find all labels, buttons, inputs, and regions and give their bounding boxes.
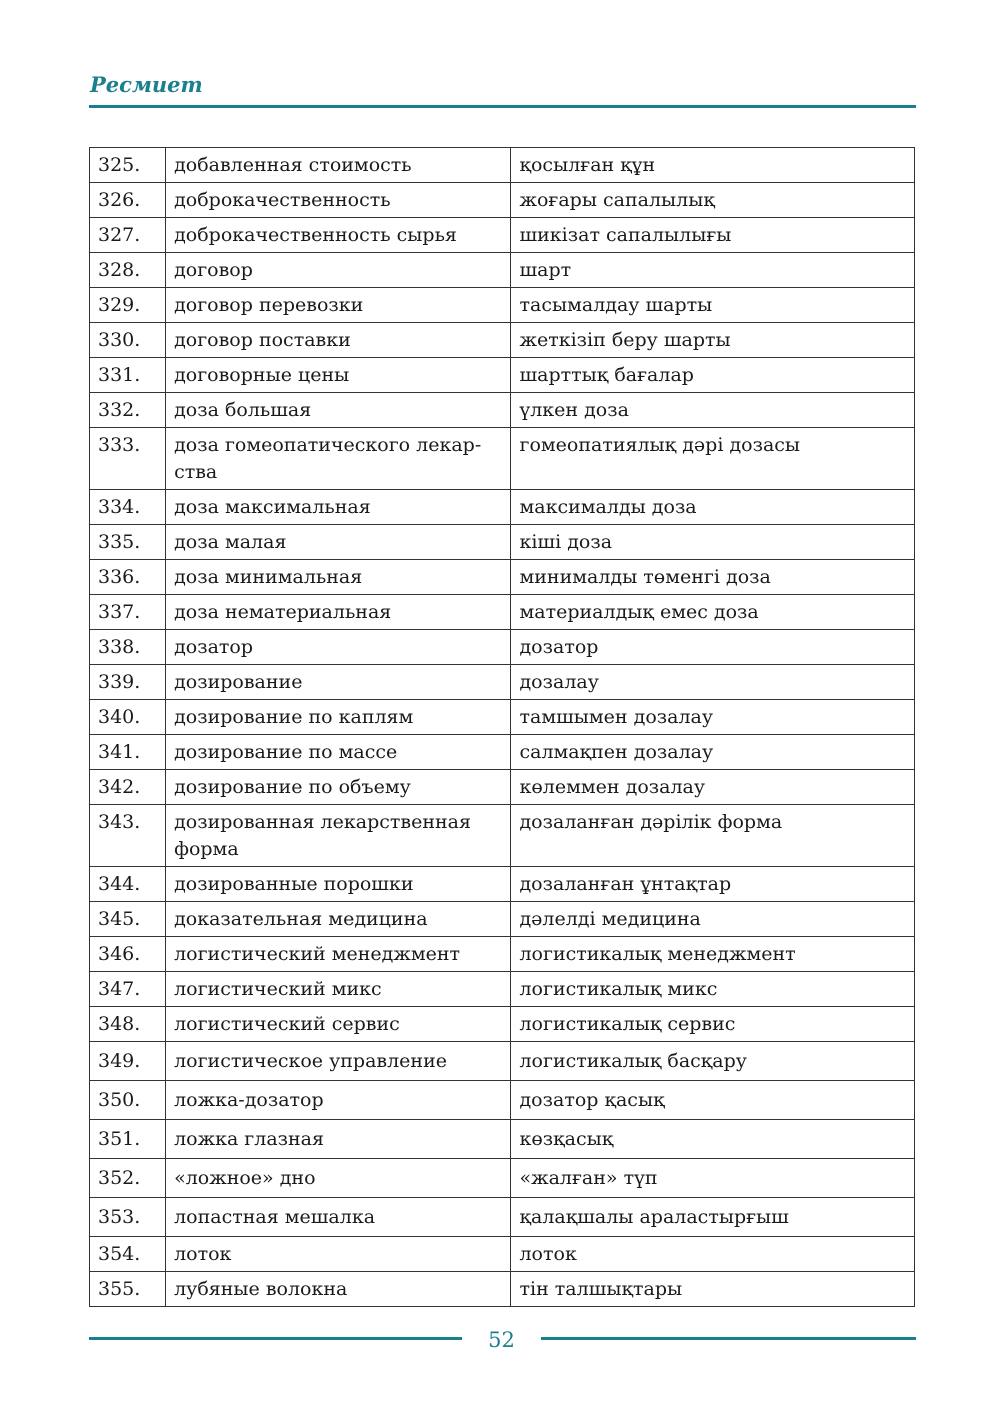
table-row <box>90 1159 915 1198</box>
table-row <box>90 1198 915 1237</box>
entry-number: 339. <box>90 665 166 700</box>
kazakh-term: «жалған» түп <box>511 1159 915 1198</box>
kazakh-term: шикізат сапалылығы <box>511 218 915 253</box>
table-row <box>90 1081 915 1120</box>
russian-term: логистическое управление <box>166 1042 511 1081</box>
russian-term: доброкачественность сырья <box>166 218 511 253</box>
kazakh-term: қалақшалы араластырғыш <box>511 1198 915 1237</box>
russian-term: дозированная лекарственная форма <box>166 805 511 867</box>
table-row <box>90 323 915 358</box>
table-row <box>90 490 915 525</box>
table-row <box>90 700 915 735</box>
russian-term: договор <box>166 253 511 288</box>
russian-term: ложка-дозатор <box>166 1081 511 1120</box>
russian-term: ложка глазная <box>166 1120 511 1159</box>
entry-number: 350. <box>90 1081 166 1120</box>
entry-number: 341. <box>90 735 166 770</box>
kazakh-term: дәлелді медицина <box>511 902 915 937</box>
entry-number: 332. <box>90 393 166 428</box>
table-row <box>90 253 915 288</box>
table-row <box>90 1042 915 1081</box>
table-row <box>90 428 915 490</box>
kazakh-term: жоғары сапалылық <box>511 183 915 218</box>
table-row <box>90 358 915 393</box>
russian-term: логистический менеджмент <box>166 937 511 972</box>
table-row <box>90 770 915 805</box>
entry-number: 335. <box>90 525 166 560</box>
table-row <box>90 148 915 183</box>
russian-term: договорные цены <box>166 358 511 393</box>
russian-term: доза нематериальная <box>166 595 511 630</box>
kazakh-term: гомеопатиялық дәрі дозасы <box>511 428 915 490</box>
kazakh-term: дозалау <box>511 665 915 700</box>
russian-term: доза минимальная <box>166 560 511 595</box>
entry-number: 326. <box>90 183 166 218</box>
kazakh-term: шарт <box>511 253 915 288</box>
russian-term: договор перевозки <box>166 288 511 323</box>
entry-number: 334. <box>90 490 166 525</box>
kazakh-term: үлкен доза <box>511 393 915 428</box>
entry-number: 337. <box>90 595 166 630</box>
russian-term: доза большая <box>166 393 511 428</box>
table-row <box>90 1007 915 1042</box>
russian-term: лубяные волокна <box>166 1272 511 1307</box>
kazakh-term: логистикалық микс <box>511 972 915 1007</box>
entry-number: 346. <box>90 937 166 972</box>
kazakh-term: салмақпен дозалау <box>511 735 915 770</box>
table-row <box>90 560 915 595</box>
entry-number: 336. <box>90 560 166 595</box>
kazakh-term: дозатор <box>511 630 915 665</box>
header-divider <box>89 105 916 108</box>
table-row <box>90 902 915 937</box>
entry-number: 327. <box>90 218 166 253</box>
russian-term: лопастная мешалка <box>166 1198 511 1237</box>
russian-term: дозатор <box>166 630 511 665</box>
kazakh-term: максималды доза <box>511 490 915 525</box>
russian-term: доза максимальная <box>166 490 511 525</box>
entry-number: 329. <box>90 288 166 323</box>
kazakh-term: тасымалдау шарты <box>511 288 915 323</box>
kazakh-term: тамшымен дозалау <box>511 700 915 735</box>
table-row <box>90 595 915 630</box>
kazakh-term: логистикалық басқару <box>511 1042 915 1081</box>
russian-term: добавленная стоимость <box>166 148 511 183</box>
running-header-title: Ресмиет <box>90 72 203 97</box>
footer-divider-right <box>541 1337 916 1340</box>
russian-term: доза малая <box>166 525 511 560</box>
terminology-table-body <box>90 148 915 1307</box>
table-row <box>90 867 915 902</box>
russian-term: доказательная медицина <box>166 902 511 937</box>
kazakh-term: логистикалық менеджмент <box>511 937 915 972</box>
russian-term: «ложное» дно <box>166 1159 511 1198</box>
entry-number: 331. <box>90 358 166 393</box>
table-row <box>90 393 915 428</box>
entry-number: 344. <box>90 867 166 902</box>
table-row <box>90 805 915 867</box>
entry-number: 333. <box>90 428 166 490</box>
entry-number: 325. <box>90 148 166 183</box>
russian-term: логистический микс <box>166 972 511 1007</box>
entry-number: 353. <box>90 1198 166 1237</box>
entry-number: 338. <box>90 630 166 665</box>
entry-number: 355. <box>90 1272 166 1307</box>
entry-number: 342. <box>90 770 166 805</box>
entry-number: 352. <box>90 1159 166 1198</box>
kazakh-term: жеткізіп беру шарты <box>511 323 915 358</box>
kazakh-term: минималды төменгі доза <box>511 560 915 595</box>
table-row <box>90 288 915 323</box>
table-row <box>90 937 915 972</box>
kazakh-term: көлеммен дозалау <box>511 770 915 805</box>
russian-term: лоток <box>166 1237 511 1272</box>
entry-number: 345. <box>90 902 166 937</box>
kazakh-term: дозаланған ұнтақтар <box>511 867 915 902</box>
russian-term: доза гомеопатического лекар- ства <box>166 428 511 490</box>
entry-number: 340. <box>90 700 166 735</box>
russian-term: дозирование по каплям <box>166 700 511 735</box>
russian-term: договор поставки <box>166 323 511 358</box>
table-row <box>90 665 915 700</box>
table-row <box>90 525 915 560</box>
terminology-table <box>89 147 915 1307</box>
entry-number: 347. <box>90 972 166 1007</box>
entry-number: 330. <box>90 323 166 358</box>
table-row <box>90 735 915 770</box>
russian-term: дозирование <box>166 665 511 700</box>
table-row <box>90 218 915 253</box>
kazakh-term: дозатор қасық <box>511 1081 915 1120</box>
table-row <box>90 1120 915 1159</box>
entry-number: 348. <box>90 1007 166 1042</box>
kazakh-term: логистикалық сервис <box>511 1007 915 1042</box>
table-row <box>90 630 915 665</box>
kazakh-term: шарттық бағалар <box>511 358 915 393</box>
russian-term: доброкачественность <box>166 183 511 218</box>
entry-number: 343. <box>90 805 166 867</box>
kazakh-term: көзқасық <box>511 1120 915 1159</box>
footer-divider-left <box>89 1337 462 1340</box>
kazakh-term: тін талшықтары <box>511 1272 915 1307</box>
russian-term: логистический сервис <box>166 1007 511 1042</box>
kazakh-term: лоток <box>511 1237 915 1272</box>
table-row <box>90 972 915 1007</box>
entry-number: 351. <box>90 1120 166 1159</box>
page-number: 52 <box>488 1328 515 1352</box>
table-row <box>90 183 915 218</box>
table-row <box>90 1272 915 1307</box>
entry-number: 349. <box>90 1042 166 1081</box>
russian-term: дозирование по массе <box>166 735 511 770</box>
russian-term: дозирование по объему <box>166 770 511 805</box>
entry-number: 354. <box>90 1237 166 1272</box>
table-row <box>90 1237 915 1272</box>
kazakh-term: қосылған құн <box>511 148 915 183</box>
kazakh-term: кіші доза <box>511 525 915 560</box>
entry-number: 328. <box>90 253 166 288</box>
kazakh-term: дозаланған дәрілік форма <box>511 805 915 867</box>
russian-term: дозированные порошки <box>166 867 511 902</box>
kazakh-term: материалдық емес доза <box>511 595 915 630</box>
